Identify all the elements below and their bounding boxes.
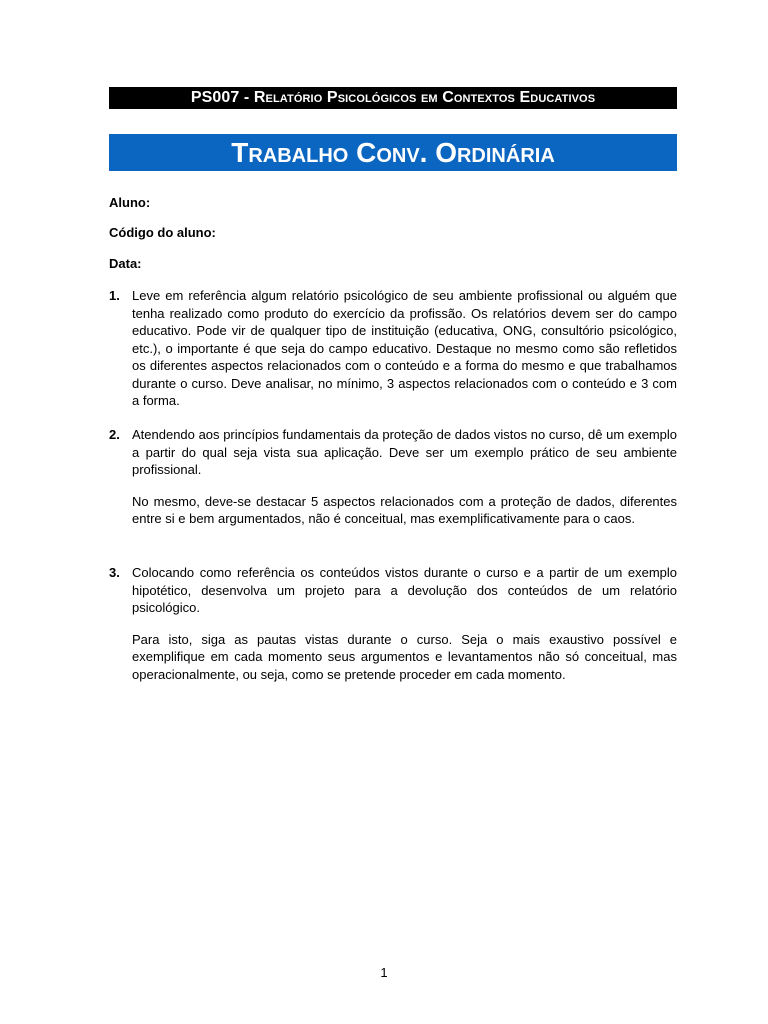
document-title: Trabalho Conv. Ordinária — [231, 137, 555, 168]
student-code-label: Código do aluno: — [109, 225, 216, 240]
question-paragraph: Colocando como referência os conteúdos vistos durante o curso e a partir de um exemplo hipotético, desenvolva um projeto para a devolução dos conteúdos de um relatório psicológico. — [132, 565, 677, 615]
page-number: 1 — [380, 965, 388, 980]
question-item-2 — [109, 426, 677, 542]
question-number: 2. — [109, 427, 120, 442]
document-title-bar — [109, 134, 677, 171]
question-item-1 — [109, 287, 677, 424]
question-item-3 — [109, 564, 677, 697]
question-paragraph: Leve em referência algum relatório psicológico de seu ambiente profissional ou alguém que tenha realizado como produto do exercício da profissão. Os relatórios devem ser do campo educativo. Pode vir de qualquer tipo de instituição (educativa, ONG, consultório psicológico, etc.), o importante é que seja do campo educativo. Destaque no mesmo como são refletidos os diferentes aspectos relacionados com o conteúdo e a forma do mesmo e que trabalhamos durante o curso. Deve analisar, no mínimo, 3 aspectos relacionados com o conteúdo e 3 com a forma. — [132, 288, 677, 408]
question-number: 1. — [109, 288, 120, 303]
course-title: PS007 - Relatório Psicológicos em Contextos Educativos — [190, 89, 596, 106]
question-number: 3. — [109, 565, 120, 580]
question-paragraph: Para isto, siga as pautas vistas durante o curso. Seja o mais exaustivo possível e exemplifique em cada momento seus argumentos e levantamentos não só conceitual, mas operacionalmente, ou seja, como se pretende proceder em cada momento. — [132, 631, 677, 682]
question-paragraph: No mesmo, deve-se destacar 5 aspectos relacionados com a proteção de dados, diferentes entre si e bem argumentados, não é conceitual, mas exemplificativamente para o caos. — [132, 493, 677, 526]
course-header-bar — [109, 87, 677, 109]
student-name-label: Aluno: — [109, 195, 151, 210]
question-paragraph: Atendendo aos princípios fundamentais da proteção de dados vistos no curso, dê um exemplo a partir do qual seja vista sua aplicação. Deve ser um exemplo prático de seu ambiente profissional. — [132, 427, 677, 477]
date-label: Data: — [109, 256, 142, 271]
